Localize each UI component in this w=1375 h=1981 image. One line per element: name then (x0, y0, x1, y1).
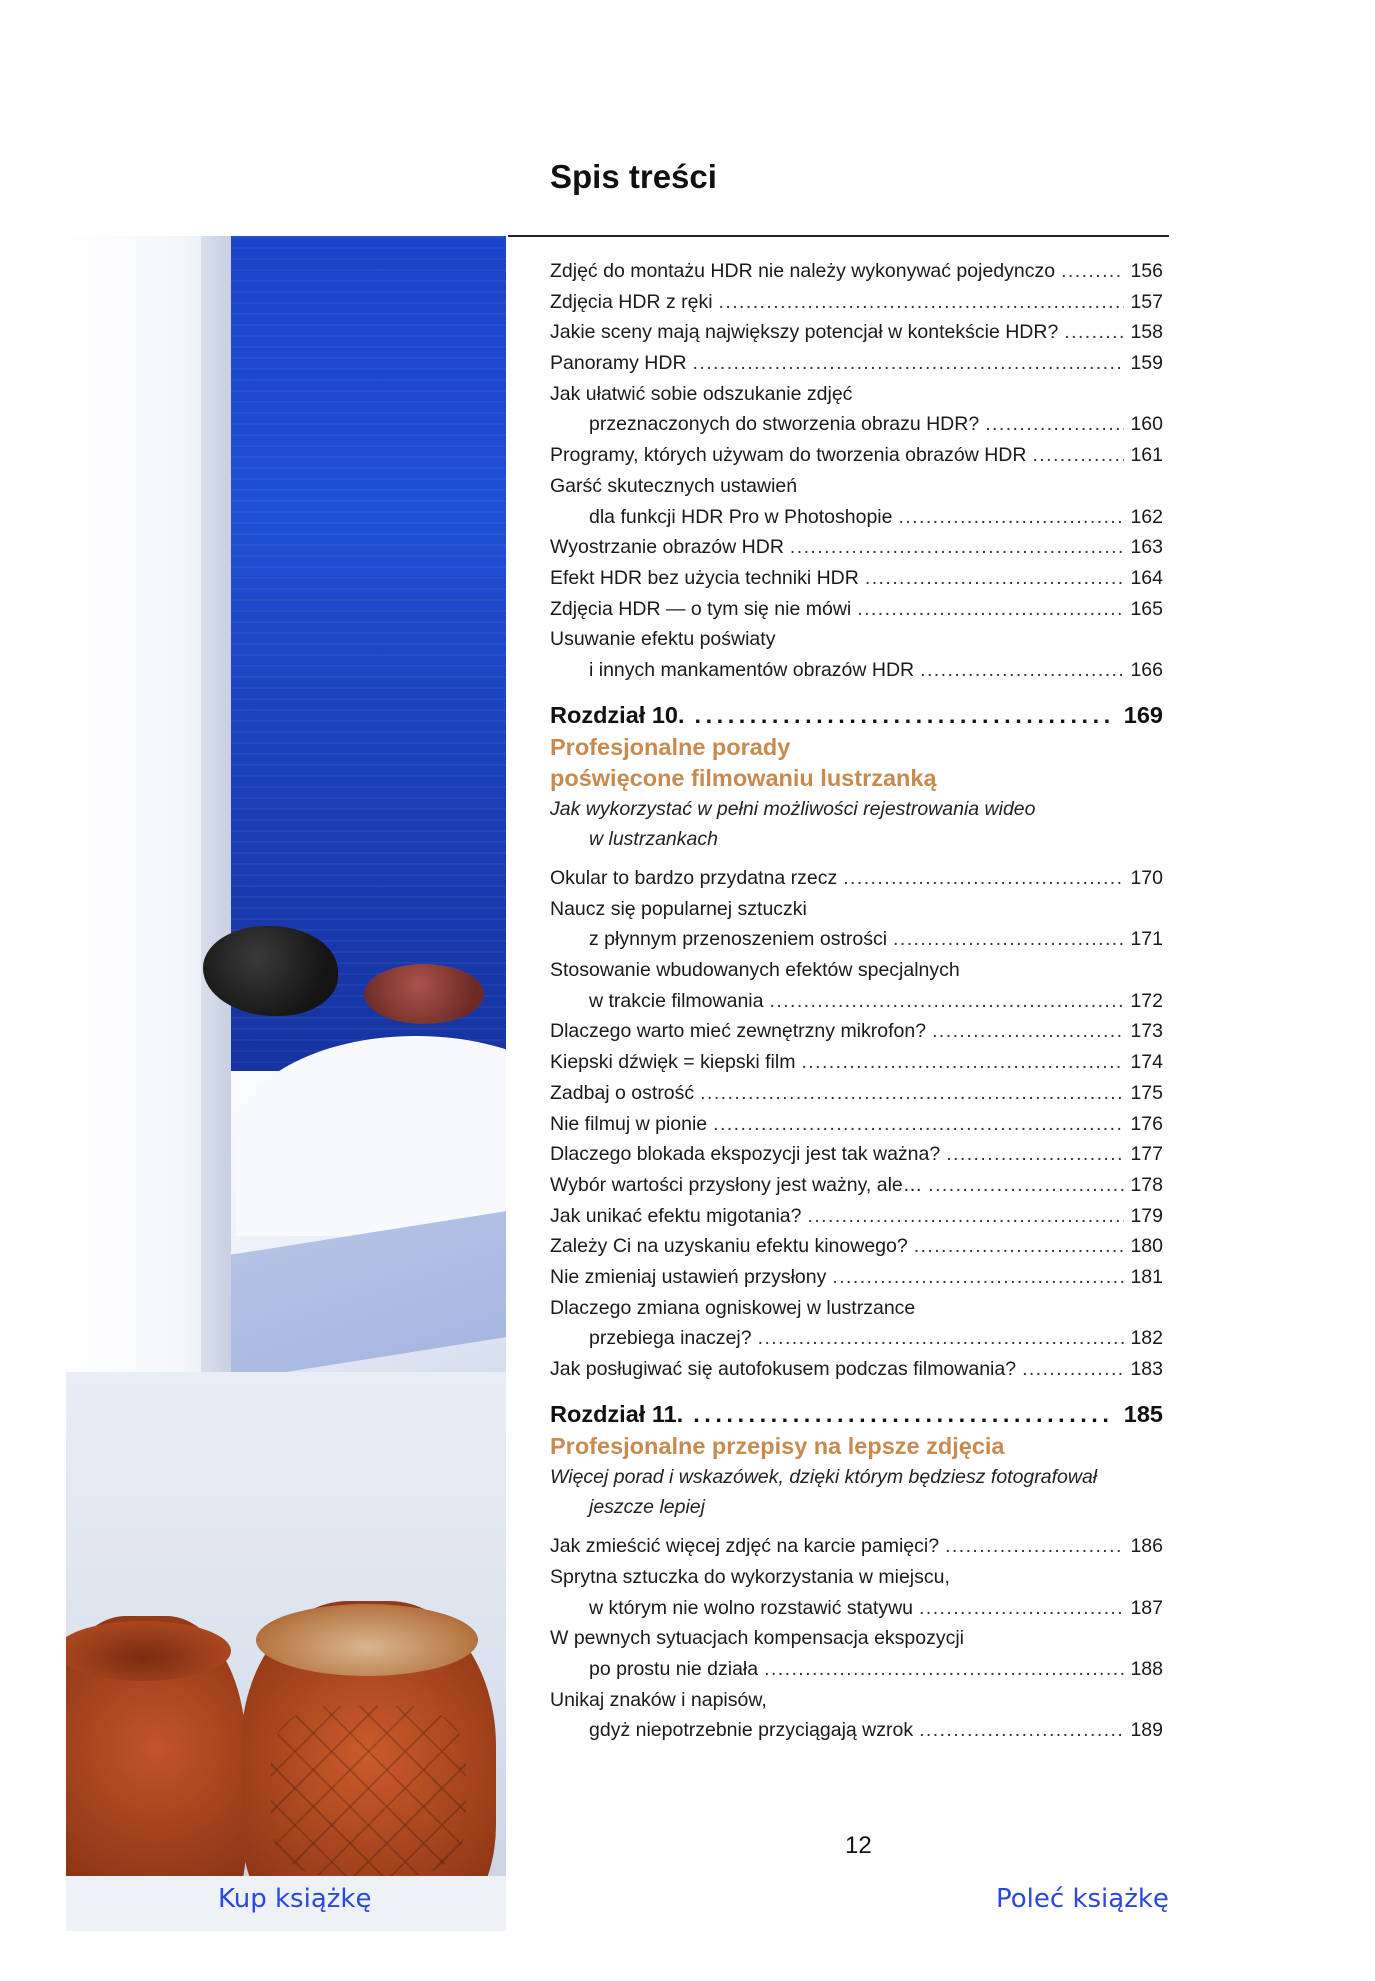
toc-entry-title: Panoramy HDR (550, 352, 687, 375)
toc-entry-page: 156 (1130, 260, 1163, 282)
chapter-label: Rozdział 10. (550, 701, 685, 728)
toc-entry-title: dla funkcji HDR Pro w Photoshopie (589, 505, 893, 528)
toc-entry-title: Nie filmuj w pionie (550, 1112, 708, 1135)
toc-entry[interactable] (550, 1354, 1163, 1385)
toc-entry-page: 186 (1130, 1535, 1163, 1558)
toc-entry-page: 188 (1130, 1657, 1163, 1680)
toc-entry-page: 176 (1130, 1112, 1163, 1135)
toc-entry[interactable] (550, 440, 1163, 471)
leader-dots (769, 986, 1124, 1017)
toc-entry[interactable] (550, 563, 1163, 594)
leader-dots (764, 1654, 1124, 1685)
toc-entry-page: 159 (1130, 352, 1163, 375)
chapter-11-heading[interactable] (550, 1397, 1163, 1431)
leader-dots (893, 924, 1124, 955)
leader-dots (700, 1078, 1124, 1109)
toc-entry-page: 161 (1130, 444, 1163, 467)
toc-entry-page: 165 (1130, 597, 1163, 620)
leader-dots (932, 1016, 1124, 1047)
chapter-10-title-line1: Profesjonalne porady (550, 733, 791, 760)
red-stone (364, 964, 484, 1024)
toc-entry[interactable] (550, 1593, 1163, 1624)
toc-entry[interactable] (550, 1078, 1163, 1109)
toc-entry-page: 170 (1130, 867, 1163, 890)
toc-entry-title: przebiega inaczej? (589, 1327, 752, 1350)
chapter-10-subtitle-line1: Jak wykorzystać w pełni możliwości rejestrowania wideo (550, 797, 1036, 820)
leader-dots (843, 863, 1124, 894)
toc-entry-title: Programy, których używam do tworzenia obrazów HDR (550, 444, 1027, 467)
toc-entry-page: 162 (1130, 505, 1163, 528)
toc-entry-line[interactable]: Stosowanie wbudowanych efektów specjalnych (550, 959, 960, 982)
toc-entry-title: Zadbaj o ostrość (550, 1081, 695, 1104)
toc-entry-title: Jak unikać efektu migotania? (550, 1204, 802, 1227)
toc-entry-line[interactable]: Dlaczego zmiana ogniskowej w lustrzance (550, 1296, 916, 1319)
toc-entry[interactable] (550, 1016, 1163, 1047)
decorative-photo (66, 236, 506, 1931)
toc-entry[interactable] (550, 256, 1163, 287)
toc-entry-title: Jak zmieścić więcej zdjęć na karcie pamięci? (550, 1535, 940, 1558)
toc-entry-page: 160 (1130, 413, 1163, 436)
chapter-10-entries (550, 863, 1163, 1385)
leader-dots (946, 1139, 1124, 1170)
toc-entry[interactable] (550, 1654, 1163, 1685)
table-of-contents (550, 256, 1163, 1746)
leader-dots (898, 502, 1124, 533)
leader-dots (693, 348, 1125, 379)
toc-entry[interactable] (550, 317, 1163, 348)
toc-entry-page: 157 (1130, 290, 1163, 313)
leader-dots (801, 1047, 1124, 1078)
leader-dots (945, 1531, 1124, 1562)
sea-photo (66, 236, 506, 1372)
toc-entry[interactable] (550, 1201, 1163, 1232)
chapter-label: Rozdział 11. (550, 1400, 684, 1427)
clay-pot-pattern (271, 1706, 466, 1876)
toc-entry[interactable] (550, 287, 1163, 318)
toc-entry-line[interactable]: Garść skutecznych ustawień (550, 474, 798, 497)
toc-entry-page: 179 (1130, 1204, 1163, 1227)
chapter-page: 185 (1123, 1400, 1163, 1427)
clay-pot-right-rim (256, 1604, 478, 1676)
toc-entry[interactable] (550, 924, 1163, 955)
toc-entry-title: Jak posługiwać się autofokusem podczas filmowania? (550, 1358, 1017, 1381)
toc-entry-title: i innych mankamentów obrazów HDR (589, 658, 915, 681)
leader-dots (719, 287, 1125, 318)
recommend-book-link[interactable]: Poleć książkę (996, 1884, 1169, 1914)
leader-dots (865, 563, 1125, 594)
toc-entry[interactable] (550, 348, 1163, 379)
toc-entry-page: 187 (1130, 1596, 1163, 1619)
chapter-10-title-line2: poświęcone filmowaniu lustrzanką (550, 764, 937, 791)
toc-entry[interactable] (550, 1139, 1163, 1170)
page-title: Spis treści (550, 158, 717, 195)
leader-dots (985, 409, 1124, 440)
title-divider (508, 235, 1169, 237)
toc-entry-title: Dlaczego warto mieć zewnętrzny mikrofon? (550, 1020, 927, 1043)
leader-dots (920, 655, 1124, 686)
toc-entry[interactable] (550, 532, 1163, 563)
toc-entry-page: 177 (1130, 1143, 1163, 1166)
toc-entry-title: przeznaczonych do stworzenia obrazu HDR? (589, 413, 980, 436)
toc-entry[interactable] (550, 863, 1163, 894)
leader-dots (1032, 440, 1124, 471)
toc-entry-title: Nie zmieniaj ustawień przysłony (550, 1265, 827, 1288)
toc-entry-page: 166 (1130, 658, 1163, 681)
leader-dots (695, 698, 1114, 732)
leader-dots (693, 1397, 1114, 1431)
buy-book-link[interactable]: Kup książkę (218, 1884, 372, 1914)
toc-entry-page: 183 (1130, 1358, 1163, 1381)
toc-entry-title: po prostu nie działa (589, 1657, 759, 1680)
toc-entry-page: 171 (1130, 928, 1163, 951)
toc-entry-page: 164 (1130, 566, 1163, 589)
leader-dots (1061, 256, 1124, 287)
toc-entry-page: 180 (1130, 1235, 1163, 1258)
toc-entry[interactable] (550, 1231, 1163, 1262)
toc-entry[interactable] (550, 1323, 1163, 1354)
toc-entry-title: z płynnym przenoszeniem ostrości (589, 928, 888, 951)
toc-intro-section (550, 256, 1163, 686)
leader-dots (713, 1109, 1124, 1140)
toc-entry-title: w trakcie filmowania (589, 989, 764, 1012)
toc-entry-page: 158 (1130, 321, 1163, 344)
toc-entry-line[interactable]: Unikaj znaków i napisów, (550, 1688, 767, 1711)
leader-dots (919, 1593, 1124, 1624)
toc-entry-page: 172 (1130, 989, 1163, 1012)
toc-entry-line[interactable]: Naucz się popularnej sztuczki (550, 897, 807, 920)
toc-entry-title: Zdjęć do montażu HDR nie należy wykonywać pojedynczo (550, 260, 1056, 282)
toc-entry-title: w którym nie wolno rozstawić statywu (589, 1596, 914, 1619)
toc-entry-title: Efekt HDR bez użycia techniki HDR (550, 566, 859, 589)
leader-dots (857, 594, 1124, 625)
leader-dots (807, 1201, 1124, 1232)
toc-entry-line[interactable]: W pewnych sytuacjach kompensacja ekspozycji (550, 1627, 965, 1650)
toc-entry-title: Wyostrzanie obrazów HDR (550, 536, 784, 559)
toc-entry[interactable] (550, 1262, 1163, 1293)
toc-entry-page: 178 (1130, 1173, 1163, 1196)
toc-entry-title: Okular to bardzo przydatna rzecz (550, 867, 838, 890)
chapter-10-heading[interactable] (550, 698, 1163, 732)
chapter-11-subtitle-line2: jeszcze lepiej (589, 1496, 705, 1519)
chapter-10-subtitle-line2: w lustrzankach (589, 828, 718, 851)
toc-entry-page: 163 (1130, 536, 1163, 559)
toc-entry-title: Zdjęcia HDR — o tym się nie mówi (550, 597, 852, 620)
toc-entry-page: 182 (1130, 1327, 1163, 1350)
leader-dots (914, 1231, 1125, 1262)
toc-entry-page: 175 (1130, 1081, 1163, 1104)
toc-entry-title: Kiepski dźwięk = kiepski film (550, 1051, 796, 1074)
chapter-11-entries (550, 1531, 1163, 1746)
toc-entry-title: Zależy Ci na uzyskaniu efektu kinowego? (550, 1235, 908, 1258)
toc-entry-line[interactable]: Usuwanie efektu poświaty (550, 628, 776, 651)
leader-dots (758, 1323, 1125, 1354)
toc-entry-title: Zdjęcia HDR z ręki (550, 290, 713, 313)
toc-entry[interactable] (550, 1109, 1163, 1140)
toc-entry[interactable] (550, 409, 1163, 440)
toc-entry-line[interactable]: Sprytna sztuczka do wykorzystania w miejscu, (550, 1565, 950, 1588)
page-number: 12 (845, 1832, 872, 1859)
toc-entry[interactable] (550, 594, 1163, 625)
toc-entry[interactable] (550, 1531, 1163, 1562)
leader-dots (928, 1170, 1124, 1201)
leader-dots (1064, 317, 1124, 348)
toc-entry-title: gdyż niepotrzebnie przyciągają wzrok (589, 1719, 914, 1742)
toc-entry-title: Dlaczego blokada ekspozycji jest tak ważna? (550, 1143, 941, 1166)
leader-dots (790, 532, 1125, 563)
toc-entry-line[interactable]: Jak ułatwić sobie odszukanie zdjęć (550, 382, 853, 405)
toc-entry[interactable] (550, 1047, 1163, 1078)
chapter-11-subtitle-line1: Więcej porad i wskazówek, dzięki którym będziesz fotografował (550, 1465, 1098, 1488)
toc-entry-page: 173 (1130, 1020, 1163, 1043)
chapter-page: 169 (1123, 701, 1163, 728)
toc-entry[interactable] (550, 655, 1163, 686)
toc-entry-title: Wybór wartości przysłony jest ważny, ale… (550, 1173, 923, 1196)
toc-entry-page: 174 (1130, 1051, 1163, 1074)
toc-entry-page: 189 (1130, 1719, 1163, 1742)
toc-entry-page: 181 (1130, 1265, 1163, 1288)
toc-entry[interactable] (550, 1715, 1163, 1746)
leader-dots (1022, 1354, 1124, 1385)
chapter-11-title: Profesjonalne przepisy na lepsze zdjęcia (550, 1432, 1005, 1459)
toc-entry[interactable] (550, 1170, 1163, 1201)
leader-dots (919, 1715, 1124, 1746)
toc-entry-title: Jakie sceny mają największy potencjał w kontekście HDR? (550, 321, 1059, 344)
toc-entry[interactable] (550, 502, 1163, 533)
leader-dots (832, 1262, 1124, 1293)
toc-entry[interactable] (550, 986, 1163, 1017)
wall-shadow (201, 236, 231, 1372)
